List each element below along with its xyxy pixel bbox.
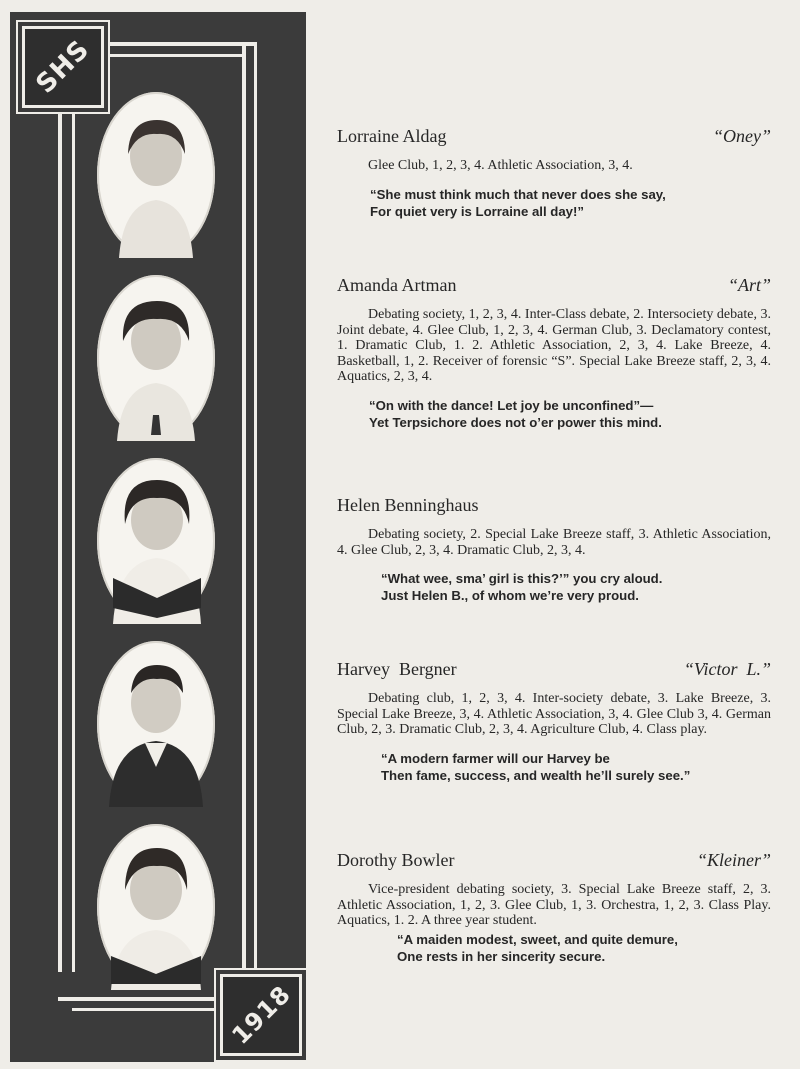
portrait-strip <box>10 12 306 1062</box>
portrait-harvey-bergner <box>97 641 215 807</box>
quote-line: For quiet very is Lorraine all day!” <box>370 203 584 219</box>
entry-header <box>337 659 771 683</box>
border-rule <box>242 42 246 972</box>
student-quote <box>397 931 771 965</box>
portrait-photo <box>97 275 215 441</box>
portrait-photo <box>97 458 215 624</box>
shs-badge-text: SHS <box>30 34 96 100</box>
portrait-lorraine-aldag <box>97 92 215 258</box>
student-nickname: “Art” <box>727 275 771 295</box>
quote-line: One rests in her sincerity secure. <box>397 948 606 964</box>
border-rule <box>58 97 62 972</box>
student-quote <box>381 570 771 604</box>
border-rule <box>72 1008 220 1011</box>
year-badge-text: 1918 <box>226 980 296 1050</box>
student-name: Helen Benninghaus <box>337 495 479 515</box>
student-name: Amanda Artman <box>337 275 457 295</box>
portrait-helen-benninghaus <box>97 458 215 624</box>
student-nickname: “Victor L.” <box>683 659 771 679</box>
entry-header <box>337 850 771 874</box>
student-quote <box>370 186 771 220</box>
student-activities: Debating society, 1, 2, 3, 4. Inter-Class debate, 2. Intersociety debate, 3. Joint debate, 4. Glee Club, 1, 2, 3, 4. German Club, 3. Declamatory contest, 1. Dramatic Club, 1. 2. Athletic Association, 2, 3, 4. Lake Breeze, 4. Basketball, 1, 2. Receiver of forensic “S”. Special Lake Breeze staff, 2, 3, 4. Aquatics, 2, 3, 4. <box>337 307 771 384</box>
portrait-photo <box>97 641 215 807</box>
student-activities: Debating club, 1, 2, 3, 4. Inter-society debate, 3. Lake Breeze, 3. Special Lake Breeze, 3, 4. Athletic Association, 3, 4. Glee Club 3, 4. German Club, 2, 3. Dramatic Club, 2, 3, 4. Agriculture Club, 4. Class play. <box>337 691 771 737</box>
senior-entry <box>337 850 771 965</box>
portrait-amanda-artman <box>97 275 215 441</box>
senior-entry <box>337 659 771 784</box>
quote-line: “On with the dance! Let joy be unconfined”— <box>369 397 654 413</box>
entry-header <box>337 126 771 150</box>
student-nickname: “Oney” <box>713 126 771 146</box>
student-activities: Glee Club, 1, 2, 3, 4. Athletic Association, 3, 4. <box>368 158 633 173</box>
senior-entry <box>337 275 771 431</box>
entry-header <box>337 275 771 299</box>
quote-line: “She must think much that never does she say, <box>370 186 666 202</box>
senior-entry <box>337 495 771 604</box>
border-rule <box>98 54 246 57</box>
portrait-photo <box>97 824 215 990</box>
quote-line: “A modern farmer will our Harvey be <box>381 750 610 766</box>
border-rule <box>254 42 257 972</box>
border-rule <box>98 42 257 46</box>
portrait-dorothy-bowler <box>97 824 215 990</box>
border-rule <box>58 997 220 1001</box>
quote-line: “What wee, sma’ girl is this?’” you cry aloud. <box>381 571 663 586</box>
quote-line: Then fame, success, and wealth he’ll surely see.” <box>381 767 691 783</box>
year-badge <box>220 974 302 1056</box>
student-quote <box>369 397 771 431</box>
border-rule <box>72 97 75 972</box>
quote-line: Yet Terpsichore does not o’er power this mind. <box>369 414 662 430</box>
shs-badge <box>22 26 104 108</box>
student-name: Lorraine Aldag <box>337 126 447 146</box>
quote-line: “A maiden modest, sweet, and quite demure, <box>397 931 678 947</box>
portrait-photo <box>97 92 215 258</box>
senior-entry <box>337 126 771 220</box>
student-activities: Vice-president debating society, 3. Special Lake Breeze staff, 2, 3. Athletic Association, 1, 2, 3. Glee Club, 1, 3. Orchestra, 1, 2, 3. Class Play. Aquatics, 1. 2. A three year student. <box>337 882 771 928</box>
student-nickname: “Kleiner” <box>696 850 771 870</box>
student-name: Harvey Bergner <box>337 659 457 679</box>
quote-line: Just Helen B., of whom we’re very proud. <box>381 588 639 603</box>
student-activities: Debating society, 2. Special Lake Breeze staff, 3. Athletic Association, 4. Glee Club, 2, 3, 4. Dramatic Club, 2, 3, 4. <box>337 527 771 558</box>
entry-header <box>337 495 771 519</box>
student-name: Dorothy Bowler <box>337 850 455 870</box>
student-quote <box>381 750 771 784</box>
